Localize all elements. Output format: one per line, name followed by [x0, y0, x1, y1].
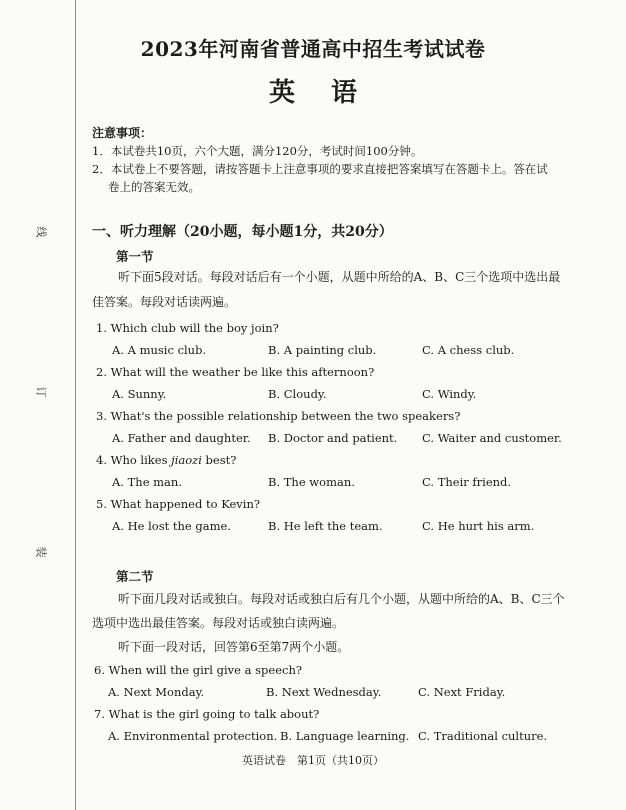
- subject-title: 英语: [268, 78, 393, 108]
- part2-title: 第二节: [116, 569, 154, 584]
- q5-option-a: A. He lost the game.: [112, 519, 231, 533]
- question-4: [96, 453, 236, 467]
- binding-char-staple: 订: [34, 386, 48, 398]
- q3-option-a: A. Father and daughter.: [112, 431, 251, 445]
- q1-option-c: C. A chess club.: [422, 343, 515, 357]
- notice-heading: 注意事项：: [92, 126, 153, 140]
- q7-option-c: C. Traditional culture.: [418, 729, 548, 743]
- binding-char-line: 线: [34, 226, 48, 238]
- q6-option-c: C. Next Friday.: [418, 685, 506, 699]
- q4-stem-suffix: best?: [201, 453, 237, 467]
- binding-char-bind: 装: [34, 546, 48, 558]
- section-title: 一、听力理解（20小题，每小题1分，共20分）: [92, 224, 393, 240]
- part1-instruction-2: 佳答案。每段对话读两遍。: [92, 295, 237, 309]
- q3-option-b: B. Doctor and patient.: [268, 431, 398, 445]
- q4-option-b: B. The woman.: [268, 475, 355, 489]
- q6-option-b: B. Next Wednesday.: [266, 685, 382, 699]
- notice-item-2-cont: 卷上的答案无效。: [108, 180, 200, 194]
- q2-option-c: C. Windy.: [422, 387, 477, 401]
- q7-option-b: B. Language learning.: [280, 729, 410, 743]
- exam-title: 2023年河南省普通高中招生考试试卷: [140, 37, 486, 61]
- part2-sub-instruction: 听下面一段对话，回答第6至第7两个小题。: [118, 640, 350, 654]
- part2-instruction-2: 选项中选出最佳答案。每段对话或独白读两遍。: [92, 616, 345, 630]
- binding-line: [75, 0, 76, 810]
- q1-option-b: B. A painting club.: [268, 343, 377, 357]
- question-6: 6. When will the girl give a speech?: [94, 663, 303, 677]
- q4-option-c: C. Their friend.: [422, 475, 512, 489]
- q6-option-a: A. Next Monday.: [108, 685, 205, 699]
- q5-option-c: C. He hurt his arm.: [422, 519, 535, 533]
- page-footer: 英语试卷 第1页（共10页）: [242, 754, 384, 767]
- q5-option-b: B. He left the team.: [268, 519, 383, 533]
- q2-option-a: A. Sunny.: [112, 387, 167, 401]
- q4-option-a: A. The man.: [112, 475, 182, 489]
- q3-option-c: C. Waiter and customer.: [422, 431, 562, 445]
- part1-instruction-1: 听下面5段对话。每段对话后有一个小题，从题中所给的A、B、C三个选项中选出最: [118, 270, 561, 284]
- notice-item-1: 1．本试卷共10页，六个大题，满分120分，考试时间100分钟。: [92, 144, 423, 158]
- notice-item-2: 2．本试卷上不要答题，请按答题卡上注意事项的要求直接把答案填写在答题卡上。答在试: [92, 162, 548, 176]
- question-2: 2. What will the weather be like this afternoon?: [96, 365, 375, 379]
- question-5: 5. What happened to Kevin?: [96, 497, 261, 511]
- q4-stem-prefix: 4. Who likes: [96, 453, 172, 467]
- question-7: 7. What is the girl going to talk about?: [94, 707, 320, 721]
- q1-option-a: A. A music club.: [112, 343, 207, 357]
- q4-stem-italic: jiaozi: [171, 453, 202, 467]
- question-1: 1. Which club will the boy join?: [96, 321, 279, 335]
- q7-option-a: A. Environmental protection.: [108, 729, 278, 743]
- part2-instruction-1: 听下面几段对话或独白。每段对话或独白后有几个小题，从题中所给的A、B、C三个: [118, 592, 565, 606]
- q2-option-b: B. Cloudy.: [268, 387, 327, 401]
- part1-title: 第一节: [116, 249, 154, 264]
- question-3: 3. What's the possible relationship between the two speakers?: [96, 409, 461, 423]
